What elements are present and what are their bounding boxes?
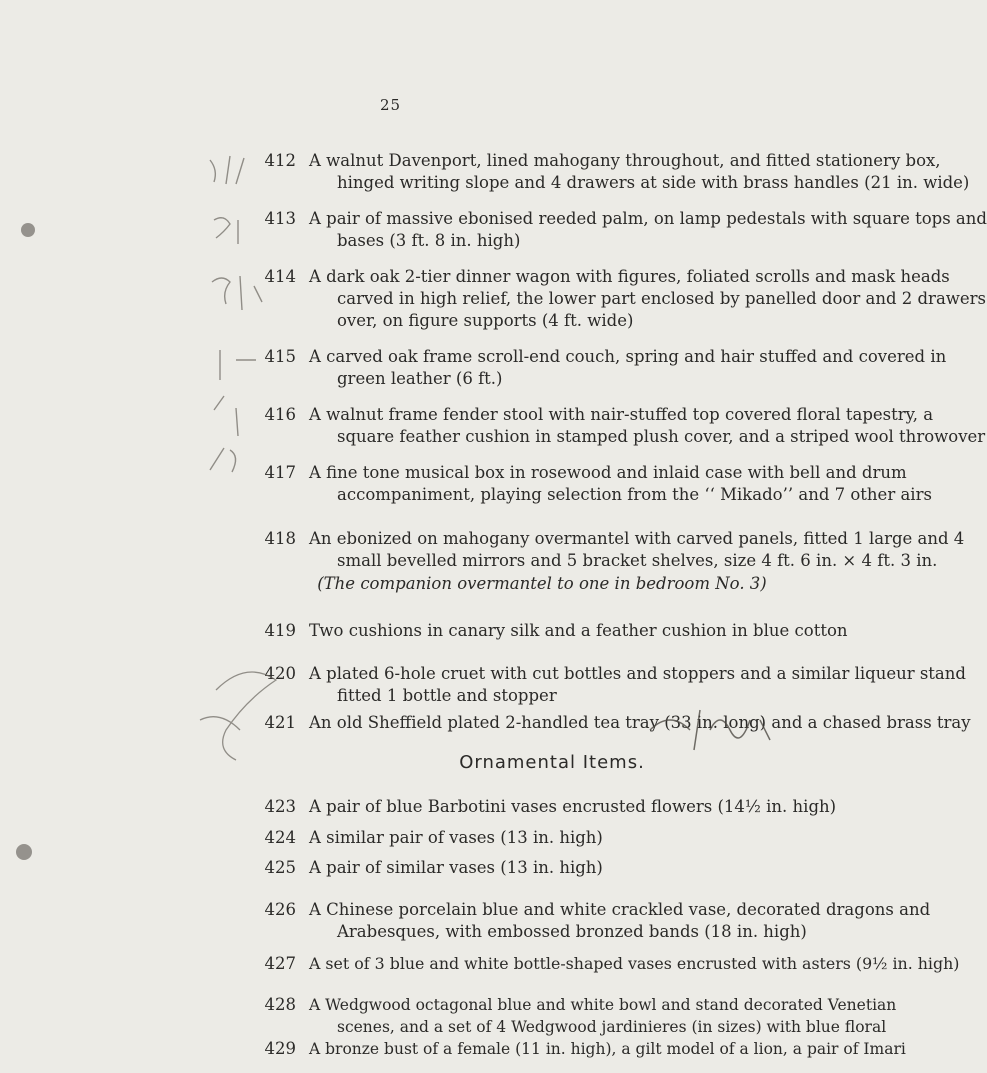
- lot-number: 428: [264, 995, 296, 1014]
- lot-number: 419: [264, 621, 296, 640]
- lot-number: 425: [264, 858, 296, 877]
- lot-number: 414: [264, 267, 296, 286]
- lot-number: 420: [264, 664, 296, 683]
- ink-dot-icon: [12, 214, 52, 254]
- lot-description: A set of 3 blue and white bottle-shaped vases encrusted with asters (9½ in. high): [309, 954, 960, 973]
- pencil-annotations: [200, 150, 310, 590]
- lot-number: 416: [264, 405, 296, 424]
- lot-description: A carved oak frame scroll-end couch, spring and hair stuffed and covered in green leather (6 ft.): [309, 347, 947, 388]
- lot-description: A pair of similar vases (13 in. high): [309, 858, 603, 877]
- pencil-signature: [640, 700, 790, 760]
- lot-description: Two cushions in canary silk and a feather cushion in blue cotton: [309, 621, 848, 640]
- pencil-scribble: [196, 660, 306, 760]
- lot-description: A walnut Davenport, lined mahogany throughout, and fitted stationery box, hinged writing slope and 4 drawers at side with brass handles (21 in. wide): [309, 151, 970, 192]
- lot-number: 415: [264, 347, 296, 366]
- lot-description: A pair of massive ebonised reeded palm, on lamp pedestals with square tops and bases (3 ft. 8 in. high): [309, 209, 987, 250]
- lot-description: A similar pair of vases (13 in. high): [309, 828, 603, 847]
- lot-description: A pair of blue Barbotini vases encrusted flowers (14½ in. high): [309, 797, 837, 816]
- page-number: 25: [380, 96, 402, 114]
- lot-number: 413: [264, 209, 296, 228]
- lot-description: An old Sheffield plated 2-handled tea tray (33 in. long) and a chased brass tray: [309, 713, 971, 732]
- lot-number: 426: [264, 900, 296, 919]
- lot-description: An ebonized on mahogany overmantel with carved panels, fitted 1 large and 4 small bevelled mirrors and 5 bracket shelves, size 4 ft. 6 in. × 4 ft. 3 in.: [309, 529, 965, 570]
- section-heading: Ornamental Items.: [459, 752, 645, 773]
- lot-description: A walnut frame fender stool with nair-stuffed top covered floral tapestry, a square feather cushion in stamped plush cover, and a striped wool throwover: [309, 405, 986, 446]
- lot-description: A Chinese porcelain blue and white crackled vase, decorated dragons and Arabesques, with embossed bronzed bands (18 in. high): [309, 900, 931, 941]
- lot-number: 424: [264, 828, 296, 847]
- lot-number: 429: [264, 1039, 296, 1058]
- lot-description: A plated 6-hole cruet with cut bottles and stoppers and a similar liqueur stand fitted 1 bottle and stopper: [309, 664, 966, 705]
- lot-description: A fine tone musical box in rosewood and inlaid case with bell and drum accompaniment, playing selection from the ‘‘ Mikado’’ and 7 other airs: [309, 463, 932, 504]
- lot-number: 418: [264, 529, 296, 548]
- lot-number: 412: [264, 151, 296, 170]
- lot-description: A Wedgwood octagonal blue and white bowl and stand decorated Venetian scenes, and a set of 4 Wedgwood jardinieres (in sizes) with blue floral: [309, 996, 897, 1036]
- lot-number: 417: [264, 463, 296, 482]
- lot-description: A bronze bust of a female (11 in. high), a gilt model of a lion, a pair of Imari: [309, 1040, 906, 1058]
- lot-number: 421: [264, 713, 296, 732]
- lot-418-note: (The companion overmantel to one in bedroom No. 3): [317, 574, 767, 593]
- lot-number: 423: [264, 797, 296, 816]
- ink-dot-icon: [10, 838, 50, 878]
- lot-number: 427: [264, 954, 296, 973]
- lot-description: A dark oak 2-tier dinner wagon with figures, foliated scrolls and mask heads carved in high relief, the lower part enclosed by panelled door and 2 drawers over, on figure supports (4 ft. wide): [309, 267, 987, 330]
